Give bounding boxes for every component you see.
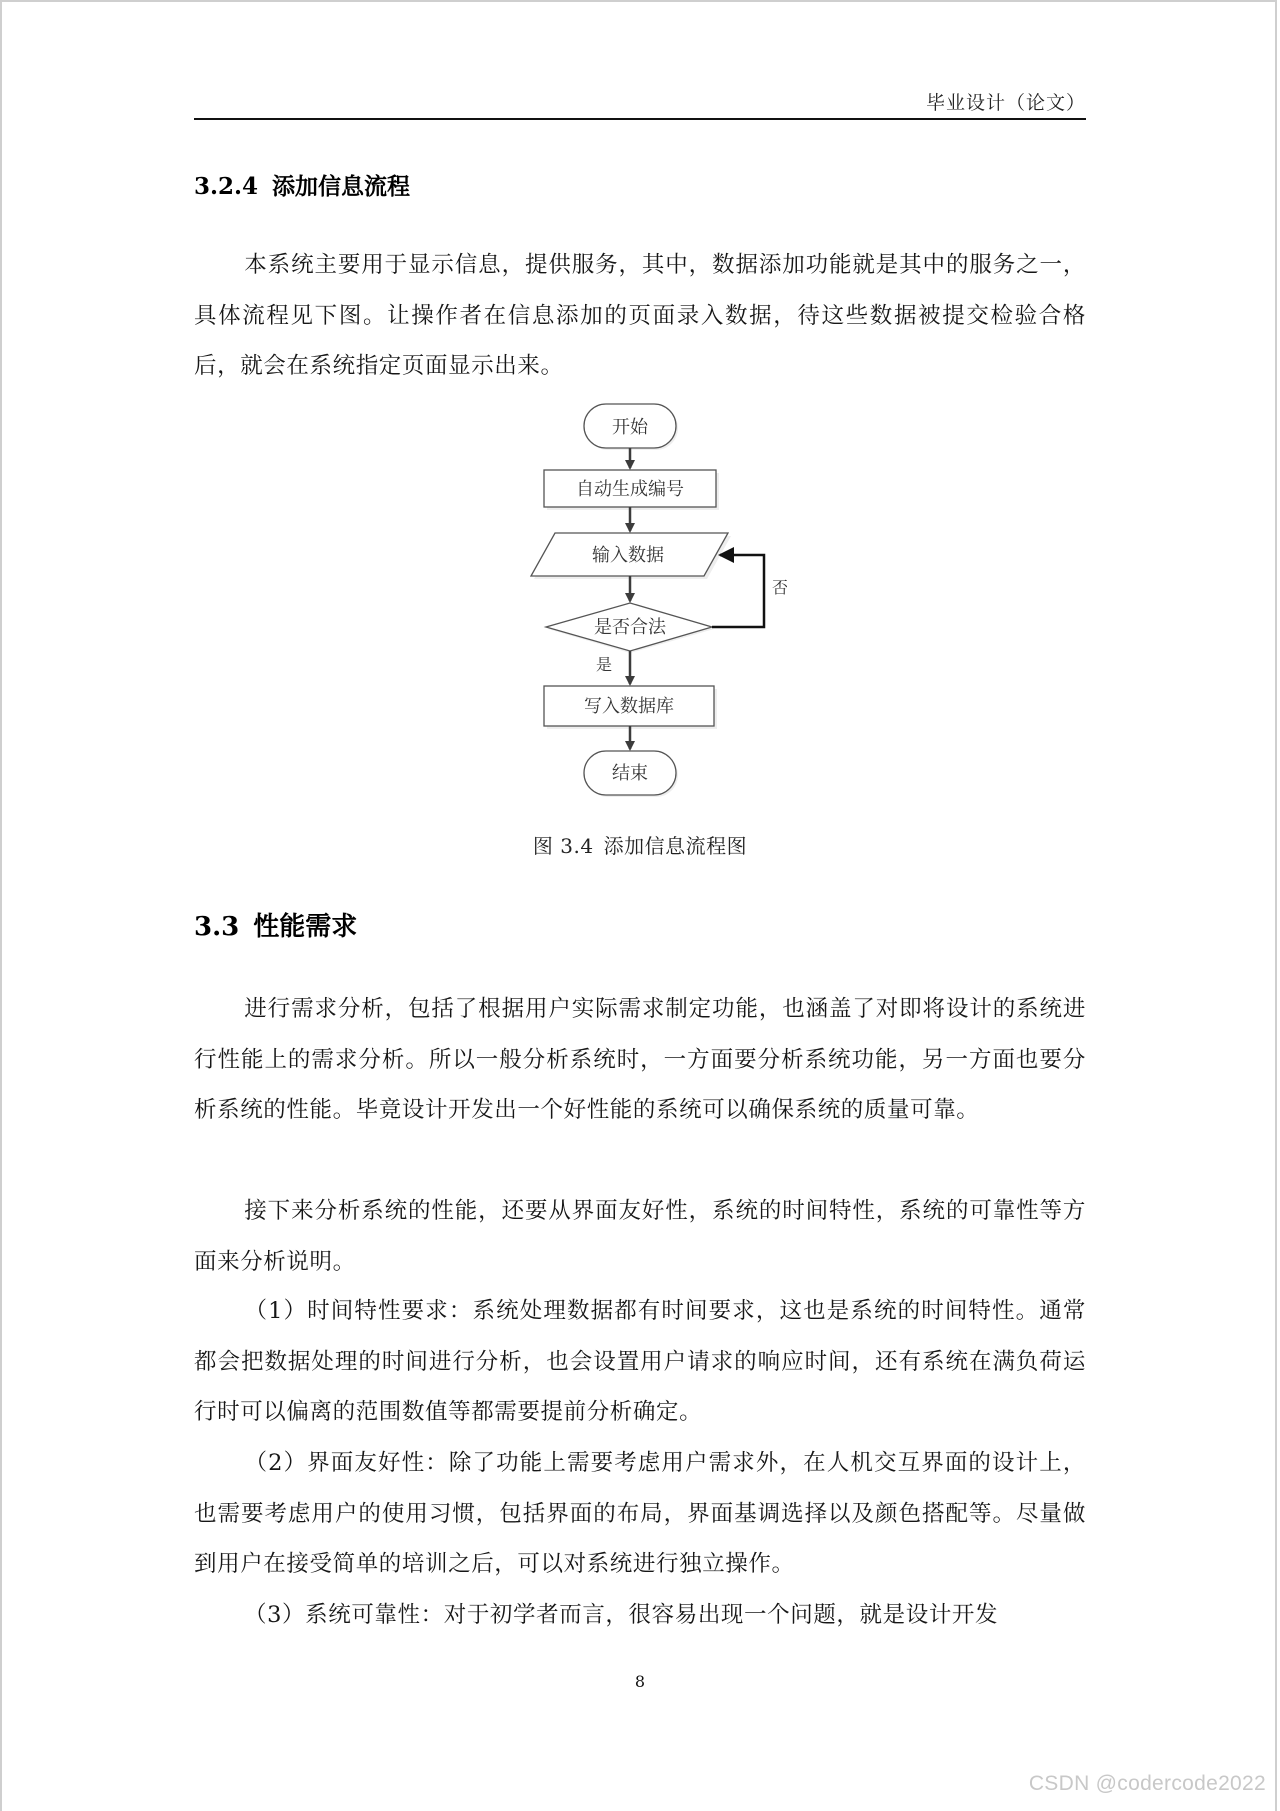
flowchart-input-data-node [531, 533, 731, 579]
flowchart-end-node [584, 751, 678, 797]
page-number: 8 [634, 1672, 646, 1691]
header-rule [194, 118, 1086, 120]
section-number: 3.3 [194, 912, 240, 942]
section-title: 添加信息流程 [272, 173, 411, 200]
paragraph [194, 1186, 1086, 1287]
paragraph-ui-friendliness [194, 1438, 1086, 1590]
start-label: 开始 [612, 417, 648, 438]
paragraph-text: 进行需求分析，包括了根据用户实际需求制定功能，也涵盖了对即将设计的系统进行性能上的需求分析。所以一般分析系统时，一方面要分析系统功能，另一方面也要分析系统的性能。毕竟设计开发出一个好性能的系统可以确保系统的质量可靠。 [194, 996, 1086, 1123]
is-valid-label: 是否合法 [594, 617, 666, 638]
figure-title: 添加信息流程图 [603, 834, 748, 858]
paragraph [194, 240, 1086, 392]
figure-number: 图 3.4 [532, 834, 594, 858]
figure-caption [0, 830, 1280, 859]
paragraph-text: 接下来分析系统的性能，还要从界面友好性，系统的时间特性，系统的可靠性等方面来分析说明。 [194, 1198, 1086, 1275]
end-label: 结束 [612, 763, 648, 784]
write-db-label: 写入数据库 [584, 696, 674, 717]
flowchart-process-auto-number [544, 470, 719, 510]
flowchart-decision-is-valid [546, 603, 714, 653]
paragraph-time-characteristics [194, 1286, 1086, 1438]
paragraph-text: （2）界面友好性：除了功能上需要考虑用户需求外，在人机交互界面的设计上，也需要考虑用户的使用习惯，包括界面的布局，界面基调选择以及颜色搭配等。尽量做到用户在接受简单的培训之后，可以对系统进行独立操作。 [194, 1450, 1086, 1577]
no-edge-label: 否 [771, 578, 789, 597]
input-data-label: 输入数据 [592, 545, 664, 566]
paragraph-text: （3）系统可靠性：对于初学者而言，很容易出现一个问题，就是设计开发 [244, 1602, 999, 1628]
watermark: CSDN @codercode2022 [1028, 1772, 1266, 1795]
flowchart-process-write-db [544, 686, 717, 729]
paragraph-text: （1）时间特性要求：系统处理数据都有时间要求，这也是系统的时间特性。通常都会把数据处理的时间进行分析，也会设置用户请求的响应时间，还有系统在满负荷运行时可以偏离的范围数值等都需要提前分析确定。 [194, 1298, 1086, 1425]
running-header: 毕业设计（论文） [925, 92, 1086, 114]
flowchart-start-node [584, 404, 678, 450]
paragraph-text: 本系统主要用于显示信息，提供服务，其中，数据添加功能就是其中的服务之一，具体流程见下图。让操作者在信息添加的页面录入数据，待这些数据被提交检验合格后，就会在系统指定页面显示出来。 [194, 252, 1086, 379]
feedback-loop-arrow [712, 555, 764, 627]
auto-number-label: 自动生成编号 [576, 479, 684, 500]
section-heading-3-2-4 [194, 168, 410, 201]
section-heading-3-3 [194, 906, 357, 943]
paragraph-reliability [194, 1590, 1086, 1641]
flowchart-diagram [0, 0, 1280, 880]
yes-edge-label: 是 [595, 655, 613, 674]
paragraph [194, 984, 1086, 1136]
section-title: 性能需求 [253, 912, 358, 942]
section-number: 3.2.4 [194, 173, 259, 200]
